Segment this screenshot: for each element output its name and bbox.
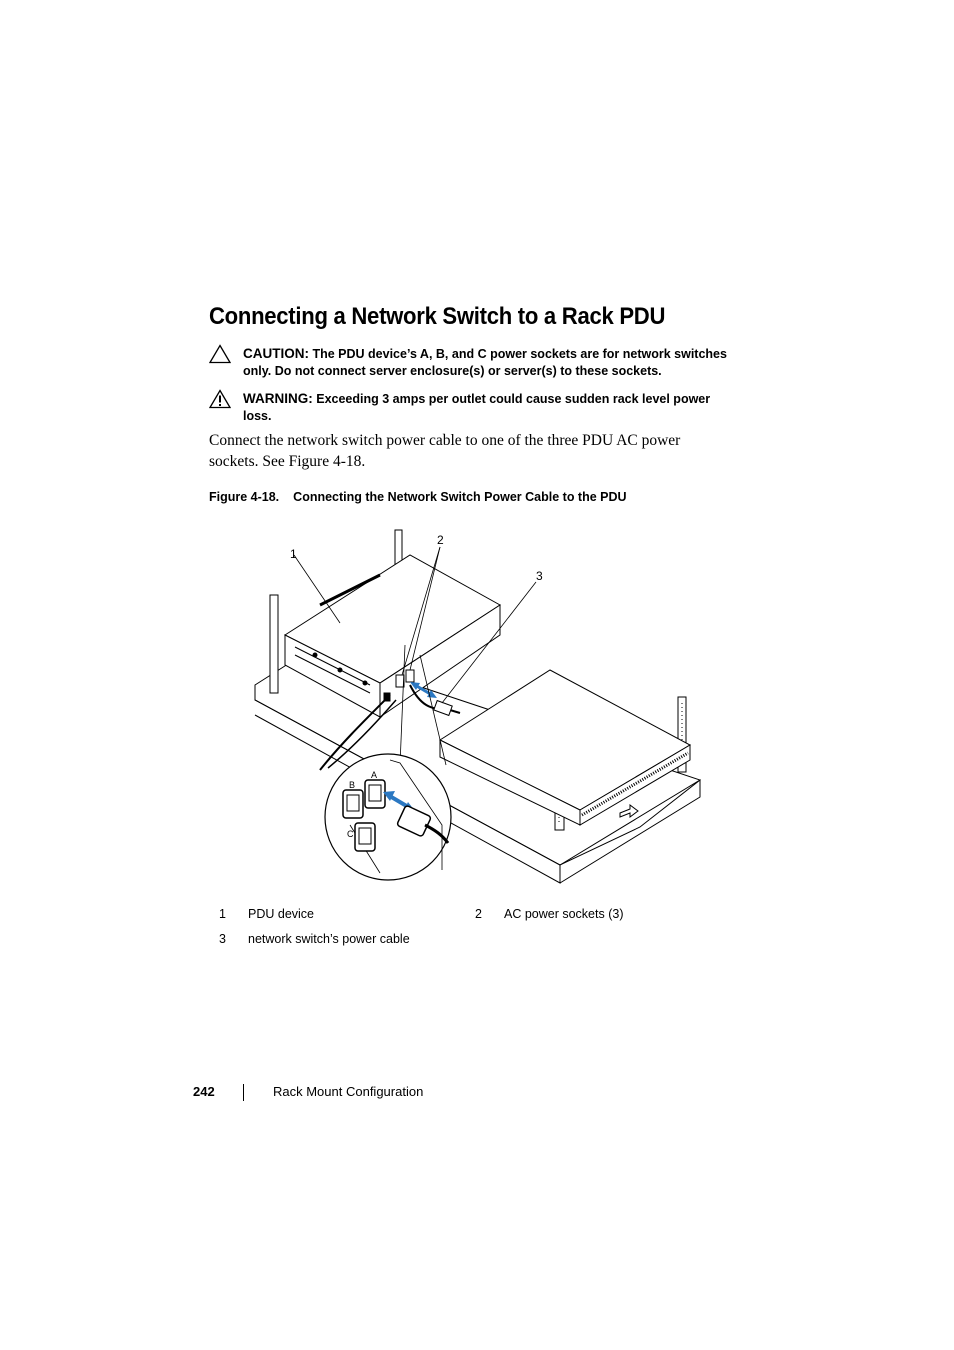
caution-text: The PDU device’s A, B, and C power sockets are for network switches only. Do not connect server enclosure(s) or server(s) to these sockets. [243,347,727,378]
chapter-title: Rack Mount Configuration [273,1084,424,1099]
callout-2: 2 [437,533,444,547]
legend-label-3: network switch’s power cable [248,932,410,946]
caution-label: CAUTION: [243,346,309,361]
caution-notice [209,345,729,380]
page-number: 242 [193,1084,215,1099]
legend-num-3: 3 [219,932,226,946]
legend-num-2: 2 [475,907,482,921]
section-title: Connecting a Network Switch to a Rack PDU [209,303,666,330]
callout-3: 3 [536,569,543,583]
pdu-connection-illustration [250,525,710,890]
warning-label: WARNING: [243,391,313,406]
socket-label-c: C [347,829,354,839]
warning-text: Exceeding 3 amps per outlet could cause sudden rack level power loss. [243,392,711,423]
caution-text-block [243,345,729,380]
legend-num-1: 1 [219,907,226,921]
warning-exclamation-icon [209,389,231,409]
footer-divider [243,1084,244,1101]
callout-1: 1 [290,547,297,561]
figure-number: Figure 4-18. [209,490,280,504]
legend-label-2: AC power sockets (3) [504,907,624,921]
warning-notice [209,390,729,425]
body-paragraph: Connect the network switch power cable to one of the three PDU AC power sockets. See Figure 4-18. [209,432,681,470]
socket-label-a: A [371,770,378,780]
caution-triangle-icon [209,344,231,364]
legend-label-1: PDU device [248,907,314,921]
warning-text-block [243,390,729,425]
socket-label-b: B [349,780,356,790]
figure-caption [209,490,627,504]
figure-title: Connecting the Network Switch Power Cable to the PDU [293,490,627,504]
socket-detail-inset [325,754,451,880]
